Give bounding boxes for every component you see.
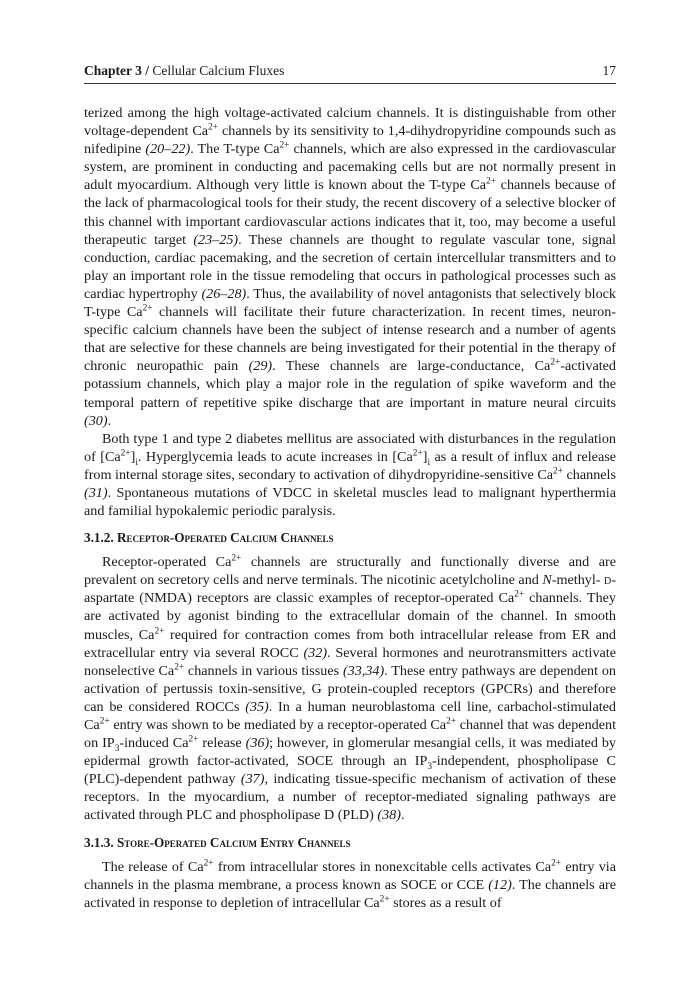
paragraph: Both type 1 and type 2 diabetes mellitus are associated with disturbances in the regulation of $[Ca^{2+}]_i$. Hyperglycemia leads to acute increases in $[Ca^{2+}]_i$ as a result of influx and release from internal storage sites, secondary to activation of dihydropyridine-sensitive $Ca^{2+}$ channels (31). Spontaneous mutations of VDCC in skeletal muscles lead to malignant hyperthermia and familial hypokalemic periodic paralysis.: [84, 430, 617, 520]
paragraph: The release of $Ca^{2+}$ from intracellular stores in nonexcitable cells activates $Ca^{2+}$ entry via channels in the plasma membrane, a process known as SOCE or CCE (12). The channels are activated in response to depletion of intracellular $Ca^{2+}$ stores as a result of: [84, 857, 616, 911]
chapter-title: Cellular Calcium Fluxes: [152, 63, 285, 78]
section-number: 3.1.3.: [84, 834, 114, 850]
section-title: Store-Operated Calcium Entry Channels: [116, 834, 351, 850]
section-number: 3.1.2.: [84, 530, 114, 546]
section-heading-3-1-2: [84, 529, 616, 547]
paragraph: Receptor-operated $Ca^{2+}$ channels are structurally and functionally diverse and are prevalent on secretory cells and nerve terminals. The nicotinic acetylcholine and N-methyl- d-aspartate (NMDA) receptors are classic examples of receptor-operated $Ca^{2+}$ channels. They are activated by agonist binding to the extracellular domain of the channel. In smooth muscles, $Ca^{2+}$ required for contraction comes from both intracellular release from ER and extracellular entry via several ROCC (32). Several hormones and neurotransmitters activate nonselective $Ca^{2+}$ channels in various tissues (33,34). These entry pathways are dependent on activation of pertussis toxin-sensitive, G protein-coupled receptors (GPCRs) and therefore can be considered ROCCs (35). In a human neuroblastoma cell line, carbachol-stimulated $Ca^{2+}$ entry was shown to be mediated by a receptor-operated $Ca^{2+}$ channel that was dependent on $IP_3$-induced $Ca^{2+}$ release (36); however, in glomerular mesangial cells, it was mediated by epidermal growth factor-activated, SOCE through an $IP_3$-independent, phospholipase C (PLC)-dependent pathway (37), indicating tissue-specific mechanism of activation of these receptors. In the myocardium, a number of receptor-mediated signaling pathways are activated through PLC and phospholipase D (PLD) (38).: [84, 553, 617, 824]
paper-page: [84, 62, 616, 912]
body-text: [84, 104, 616, 912]
section-title: Receptor-Operated Calcium Channels: [116, 530, 334, 546]
page-number: 17: [602, 63, 616, 78]
section-heading-3-1-3: [84, 834, 616, 852]
chapter-label: Chapter 3 /: [84, 63, 150, 78]
paragraph: terized among the high voltage-activated calcium channels. It is distinguishable from other voltage-dependent $Ca^{2+}$ channels by its sensitivity to 1,4-dihydropyridine compounds such as nifedipine (20–22). The T-type $Ca^{2+}$ channels, which are also expressed in the cardiovascular system, are prominent in conducting and pacemaking cells but are not normally present in adult myocardium. Although very little is known about the T-type $Ca^{2+}$ channels because of the lack of pharmacological tools for their study, the recent discovery of a selective blocker of this channel with important cardiovascular actions indicates that it, too, may become a useful therapeutic target (23–25). These channels are thought to regulate vascular tone, signal conduction, cardiac pacemaking, and the secretion of certain intercellular transmitters and to play an important role in the tissue remodeling that occurs in pathological processes such as cardiac hypertrophy (26–28). Thus, the availability of novel antagonists that selectively block T-type $Ca^{2+}$ channels will facilitate their future characterization. In recent times, neuron-specific calcium channels have been the subject of intense research and a number of agents that are selective for these channels are being investigated for their potential in the therapy of chronic neuropathic pain (29). These channels are large-conductance, $Ca^{2+}$-activated potassium channels, which play a major role in the regulation of spike waveform and the temporal pattern of repetitive spike discharge that are important in mature neural circuits (30).: [84, 105, 617, 429]
running-header: [84, 62, 616, 84]
chapter-heading: [84, 62, 284, 79]
